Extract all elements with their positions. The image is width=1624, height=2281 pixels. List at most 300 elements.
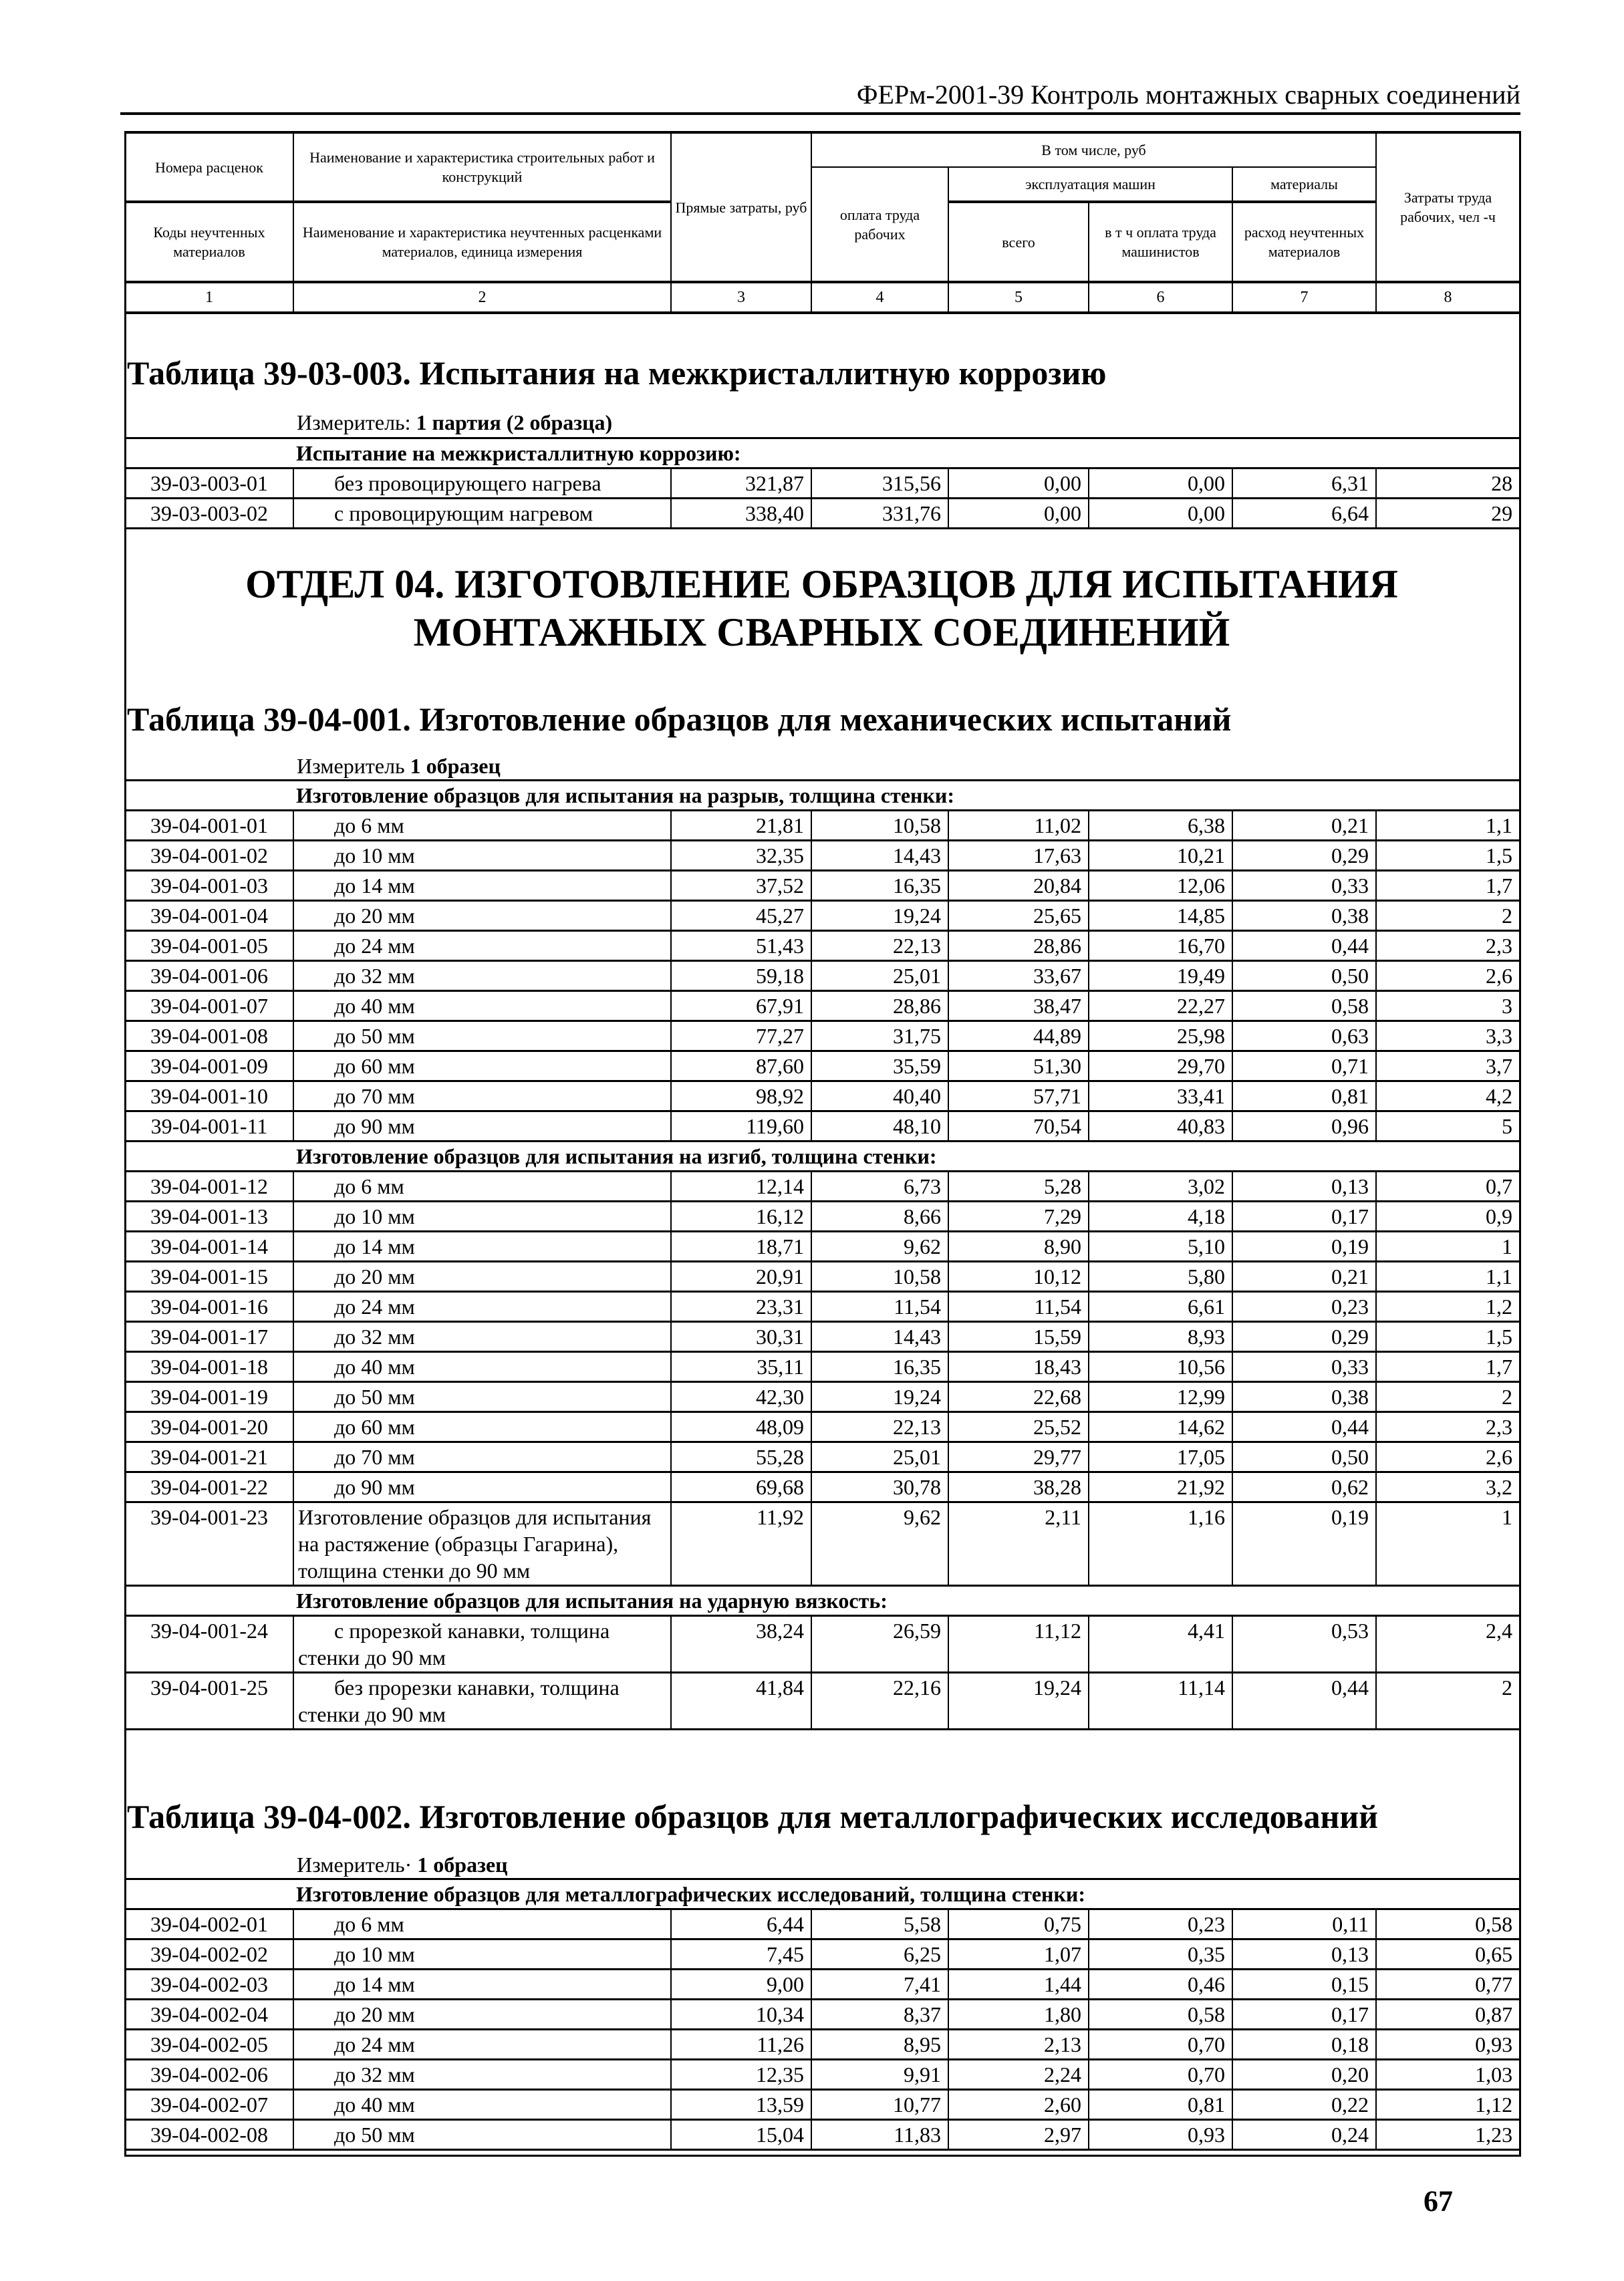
work-name: до 90 мм <box>293 1472 671 1502</box>
table-row <box>125 2030 1520 2060</box>
meter-value: 1 образец <box>410 754 501 778</box>
work-name: до 70 мм <box>293 1081 671 1111</box>
page-number: 67 <box>1424 2185 1453 2218</box>
section-subheader <box>125 438 1520 468</box>
machinist-pay: 0,70 <box>1089 2030 1232 2060</box>
machinist-pay: 10,21 <box>1089 841 1232 871</box>
table-row <box>125 1352 1520 1382</box>
worker-pay: 19,24 <box>811 1382 948 1412</box>
machines-total: 44,89 <box>948 1021 1089 1051</box>
worker-pay: 35,59 <box>811 1051 948 1081</box>
section-subheader <box>125 1879 1520 1909</box>
worker-pay: 14,43 <box>811 1322 948 1352</box>
worker-pay: 5,58 <box>811 1909 948 1939</box>
table-title-39-04-002: Таблица 39-04-002. Изготовление образцов для металлографических исследований <box>127 1798 1378 1835</box>
materials: 0,50 <box>1232 961 1376 991</box>
worker-pay: 19,24 <box>811 901 948 931</box>
labor-hours: 3 <box>1376 991 1520 1021</box>
labor-hours: 1 <box>1376 1502 1520 1586</box>
machines-total: 2,24 <box>948 2060 1089 2090</box>
materials: 0,19 <box>1232 1502 1376 1586</box>
worker-pay: 11,83 <box>811 2120 948 2150</box>
machines-total: 2,11 <box>948 1502 1089 1586</box>
table-row <box>125 2120 1520 2150</box>
header-machines-group: эксплуатация машин <box>948 167 1232 202</box>
materials: 0,17 <box>1232 1202 1376 1232</box>
labor-hours: 2 <box>1376 901 1520 931</box>
machines-total: 22,68 <box>948 1382 1089 1412</box>
machinist-pay: 12,99 <box>1089 1382 1232 1412</box>
machinist-pay: 0,23 <box>1089 1909 1232 1939</box>
direct-costs: 23,31 <box>671 1292 811 1322</box>
header-direct-costs: Прямые затраты, руб <box>671 132 811 282</box>
machinist-pay: 0,46 <box>1089 1970 1232 2000</box>
worker-pay: 11,54 <box>811 1292 948 1322</box>
table-row <box>125 961 1520 991</box>
table-row <box>125 2000 1520 2030</box>
column-number: 2 <box>293 282 671 313</box>
table-row <box>125 1021 1520 1051</box>
direct-costs: 13,59 <box>671 2090 811 2120</box>
materials: 0,21 <box>1232 1262 1376 1292</box>
machinist-pay: 6,61 <box>1089 1292 1232 1322</box>
table-row <box>125 1970 1520 2000</box>
direct-costs: 7,45 <box>671 1939 811 1970</box>
work-name: до 60 мм <box>293 1051 671 1081</box>
meter-value: 1 образец <box>417 1853 508 1877</box>
machinist-pay: 40,83 <box>1089 1111 1232 1142</box>
table-row <box>125 1382 1520 1412</box>
machinist-pay: 5,10 <box>1089 1232 1232 1262</box>
materials: 0,44 <box>1232 1412 1376 1442</box>
meter-value: 1 партия (2 образца) <box>416 410 613 434</box>
table-39-03-003 <box>124 437 1520 529</box>
machines-total: 1,44 <box>948 1970 1089 2000</box>
table-row <box>125 1262 1520 1292</box>
machinist-pay: 4,18 <box>1089 1202 1232 1232</box>
labor-hours: 0,58 <box>1376 1909 1520 1939</box>
section-subheader-text: Изготовление образцов для металлографических исследований, толщина стенки: <box>125 1879 1520 1909</box>
work-name: до 90 мм <box>293 1111 671 1142</box>
table-row <box>125 901 1520 931</box>
work-name: до 70 мм <box>293 1442 671 1472</box>
work-name: до 14 мм <box>293 871 671 901</box>
machines-total: 57,71 <box>948 1081 1089 1111</box>
materials: 0,11 <box>1232 1909 1376 1939</box>
materials: 0,20 <box>1232 2060 1376 2090</box>
worker-pay: 30,78 <box>811 1472 948 1502</box>
rate-code: 39-04-001-20 <box>125 1412 293 1442</box>
machines-total: 0,75 <box>948 1909 1089 1939</box>
work-name: с провоцирующим нагревом <box>293 499 671 529</box>
labor-hours: 1,5 <box>1376 841 1520 871</box>
labor-hours: 2,6 <box>1376 961 1520 991</box>
materials: 0,63 <box>1232 1021 1376 1051</box>
table-row <box>125 499 1520 529</box>
direct-costs: 42,30 <box>671 1382 811 1412</box>
rate-code: 39-04-002-08 <box>125 2120 293 2150</box>
table-row <box>125 811 1520 841</box>
machinist-pay: 33,41 <box>1089 1081 1232 1111</box>
machinist-pay: 0,70 <box>1089 2060 1232 2090</box>
direct-costs: 16,12 <box>671 1202 811 1232</box>
column-number: 6 <box>1089 282 1232 313</box>
worker-pay: 8,37 <box>811 2000 948 2030</box>
table-row <box>125 1909 1520 1939</box>
machinist-pay: 21,92 <box>1089 1472 1232 1502</box>
labor-hours: 1,1 <box>1376 811 1520 841</box>
machines-total: 2,13 <box>948 2030 1089 2060</box>
column-number: 7 <box>1232 282 1376 313</box>
machines-total: 25,65 <box>948 901 1089 931</box>
machines-total: 10,12 <box>948 1262 1089 1292</box>
work-name: без провоцирующего нагрева <box>293 468 671 499</box>
machinist-pay: 0,93 <box>1089 2120 1232 2150</box>
section-subheader-text: Изготовление образцов для испытания на разрыв, толщина стенки: <box>125 781 1520 811</box>
work-name: с прорезкой канавки, толщина стенки до 90 мм <box>293 1616 671 1673</box>
machinist-pay: 0,00 <box>1089 468 1232 499</box>
worker-pay: 25,01 <box>811 1442 948 1472</box>
table-row <box>125 991 1520 1021</box>
worker-pay: 9,91 <box>811 2060 948 2090</box>
rate-code: 39-04-001-22 <box>125 1472 293 1502</box>
worker-pay: 26,59 <box>811 1616 948 1673</box>
direct-costs: 45,27 <box>671 901 811 931</box>
direct-costs: 41,84 <box>671 1673 811 1730</box>
rate-code: 39-04-001-05 <box>125 931 293 961</box>
labor-hours: 4,2 <box>1376 1081 1520 1111</box>
rate-code: 39-04-002-05 <box>125 2030 293 2060</box>
rate-code: 39-04-001-17 <box>125 1322 293 1352</box>
work-name: до 14 мм <box>293 1232 671 1262</box>
labor-hours: 5 <box>1376 1111 1520 1142</box>
rate-code: 39-04-001-12 <box>125 1172 293 1202</box>
direct-costs: 30,31 <box>671 1322 811 1352</box>
machinist-pay: 14,85 <box>1089 901 1232 931</box>
direct-costs: 67,91 <box>671 991 811 1021</box>
materials: 0,29 <box>1232 1322 1376 1352</box>
work-name: до 14 мм <box>293 1970 671 2000</box>
labor-hours: 2 <box>1376 1382 1520 1412</box>
machines-total: 2,97 <box>948 2120 1089 2150</box>
labor-hours: 3,7 <box>1376 1051 1520 1081</box>
direct-costs: 11,92 <box>671 1502 811 1586</box>
labor-hours: 1,23 <box>1376 2120 1520 2150</box>
rate-code: 39-04-001-10 <box>125 1081 293 1111</box>
work-name: до 50 мм <box>293 1021 671 1051</box>
table-row <box>125 871 1520 901</box>
rate-code: 39-04-002-02 <box>125 1939 293 1970</box>
labor-hours: 29 <box>1376 499 1520 529</box>
worker-pay: 14,43 <box>811 841 948 871</box>
rate-code: 39-04-001-08 <box>125 1021 293 1051</box>
materials: 0,33 <box>1232 1352 1376 1382</box>
rate-code: 39-04-001-06 <box>125 961 293 991</box>
labor-hours: 2,4 <box>1376 1616 1520 1673</box>
rate-code: 39-04-001-15 <box>125 1262 293 1292</box>
machinist-pay: 29,70 <box>1089 1051 1232 1081</box>
table-row <box>125 2090 1520 2120</box>
machines-total: 38,28 <box>948 1472 1089 1502</box>
direct-costs: 15,04 <box>671 2120 811 2150</box>
labor-hours: 1,7 <box>1376 871 1520 901</box>
table-row <box>125 1502 1520 1586</box>
direct-costs: 119,60 <box>671 1111 811 1142</box>
materials: 0,17 <box>1232 2000 1376 2030</box>
rate-code: 39-04-001-09 <box>125 1051 293 1081</box>
machinist-pay: 19,49 <box>1089 961 1232 991</box>
machinist-pay: 0,58 <box>1089 2000 1232 2030</box>
materials: 0,15 <box>1232 1970 1376 2000</box>
column-number: 4 <box>811 282 948 313</box>
materials: 0,38 <box>1232 901 1376 931</box>
materials: 0,44 <box>1232 931 1376 961</box>
machines-total: 17,63 <box>948 841 1089 871</box>
rate-code: 39-03-003-01 <box>125 468 293 499</box>
direct-costs: 98,92 <box>671 1081 811 1111</box>
materials: 0,21 <box>1232 811 1376 841</box>
work-name: до 50 мм <box>293 1382 671 1412</box>
worker-pay: 6,73 <box>811 1172 948 1202</box>
rate-code: 39-04-002-07 <box>125 2090 293 2120</box>
direct-costs: 20,91 <box>671 1262 811 1292</box>
section-subheader-text: Испытание на межкристаллитную коррозию: <box>125 438 1520 468</box>
machines-total: 11,02 <box>948 811 1089 841</box>
header-machinist-pay: в т ч оплата труда машинистов <box>1089 202 1232 282</box>
materials: 0,71 <box>1232 1051 1376 1081</box>
machines-total: 19,24 <box>948 1673 1089 1730</box>
machinist-pay: 22,27 <box>1089 991 1232 1021</box>
direct-costs: 11,26 <box>671 2030 811 2060</box>
machines-total: 25,52 <box>948 1412 1089 1442</box>
work-name: до 40 мм <box>293 2090 671 2120</box>
header-unaccounted-materials: расход неучтенных материалов <box>1232 202 1376 282</box>
labor-hours: 3,3 <box>1376 1021 1520 1051</box>
worker-pay: 16,35 <box>811 1352 948 1382</box>
page-header: ФЕРм-2001-39 Контроль монтажных сварных соединений <box>120 79 1520 115</box>
labor-hours: 2,3 <box>1376 1412 1520 1442</box>
header-labor-hours: Затраты труда рабочих, чел -ч <box>1376 132 1520 282</box>
labor-hours: 1,1 <box>1376 1262 1520 1292</box>
machinist-pay: 16,70 <box>1089 931 1232 961</box>
section-subheader <box>125 1586 1520 1616</box>
machinist-pay: 12,06 <box>1089 871 1232 901</box>
table-row <box>125 1412 1520 1442</box>
materials: 0,50 <box>1232 1442 1376 1472</box>
materials: 0,29 <box>1232 841 1376 871</box>
work-name: до 10 мм <box>293 1202 671 1232</box>
materials: 0,58 <box>1232 991 1376 1021</box>
materials: 0,19 <box>1232 1232 1376 1262</box>
direct-costs: 21,81 <box>671 811 811 841</box>
worker-pay: 9,62 <box>811 1502 948 1586</box>
direct-costs: 321,87 <box>671 468 811 499</box>
machines-total: 8,90 <box>948 1232 1089 1262</box>
direct-costs: 87,60 <box>671 1051 811 1081</box>
rate-code: 39-04-002-06 <box>125 2060 293 2090</box>
worker-pay: 22,16 <box>811 1673 948 1730</box>
materials: 0,13 <box>1232 1172 1376 1202</box>
machinist-pay: 10,56 <box>1089 1352 1232 1382</box>
work-name: до 20 мм <box>293 2000 671 2030</box>
rate-code: 39-04-001-11 <box>125 1111 293 1142</box>
rate-code: 39-04-002-01 <box>125 1909 293 1939</box>
table-row <box>125 1202 1520 1232</box>
labor-hours: 2,6 <box>1376 1442 1520 1472</box>
header-materials-group: материалы <box>1232 167 1376 202</box>
table-row <box>125 1673 1520 1730</box>
machines-total: 33,67 <box>948 961 1089 991</box>
header-worker-pay: оплата труда рабочих <box>811 167 948 282</box>
machines-total: 20,84 <box>948 871 1089 901</box>
worker-pay: 48,10 <box>811 1111 948 1142</box>
machinist-pay: 0,00 <box>1089 499 1232 529</box>
table-row <box>125 931 1520 961</box>
work-name: до 20 мм <box>293 1262 671 1292</box>
rate-code: 39-04-001-21 <box>125 1442 293 1472</box>
direct-costs: 6,44 <box>671 1909 811 1939</box>
table-row <box>125 1616 1520 1673</box>
materials: 0,13 <box>1232 1939 1376 1970</box>
header-material-names: Наименование и характеристика неучтенных расценками материалов, единица измерения <box>293 202 671 282</box>
machines-total: 2,60 <box>948 2090 1089 2120</box>
machines-total: 38,47 <box>948 991 1089 1021</box>
direct-costs: 10,34 <box>671 2000 811 2030</box>
direct-costs: 48,09 <box>671 1412 811 1442</box>
worker-pay: 10,58 <box>811 1262 948 1292</box>
direct-costs: 18,71 <box>671 1232 811 1262</box>
column-header-table <box>124 131 1520 314</box>
machinist-pay: 11,14 <box>1089 1673 1232 1730</box>
direct-costs: 51,43 <box>671 931 811 961</box>
machinist-pay: 25,98 <box>1089 1021 1232 1051</box>
work-name: до 6 мм <box>293 1172 671 1202</box>
table-row <box>125 841 1520 871</box>
machinist-pay: 8,93 <box>1089 1322 1232 1352</box>
work-name: до 40 мм <box>293 991 671 1021</box>
materials: 0,81 <box>1232 1081 1376 1111</box>
machines-total: 5,28 <box>948 1172 1089 1202</box>
work-name: до 50 мм <box>293 2120 671 2150</box>
rate-code: 39-03-003-02 <box>125 499 293 529</box>
direct-costs: 12,35 <box>671 2060 811 2090</box>
meter-39-03-003 <box>297 409 612 436</box>
worker-pay: 9,62 <box>811 1232 948 1262</box>
rate-code: 39-04-001-25 <box>125 1673 293 1730</box>
labor-hours: 1,2 <box>1376 1292 1520 1322</box>
machines-total: 70,54 <box>948 1111 1089 1142</box>
work-name: до 10 мм <box>293 841 671 871</box>
labor-hours: 0,7 <box>1376 1172 1520 1202</box>
worker-pay: 6,25 <box>811 1939 948 1970</box>
machinist-pay: 14,62 <box>1089 1412 1232 1442</box>
header-machines-total: всего <box>948 202 1089 282</box>
rate-code: 39-04-001-18 <box>125 1352 293 1382</box>
header-material-codes: Коды неучтенных материалов <box>125 202 293 282</box>
machines-total: 18,43 <box>948 1352 1089 1382</box>
rate-code: 39-04-001-04 <box>125 901 293 931</box>
materials: 0,23 <box>1232 1292 1376 1322</box>
rate-code: 39-04-002-03 <box>125 1970 293 2000</box>
worker-pay: 331,76 <box>811 499 948 529</box>
table-row <box>125 1051 1520 1081</box>
direct-costs: 12,14 <box>671 1172 811 1202</box>
department-heading-line1: ОТДЕЛ 04. ИЗГОТОВЛЕНИЕ ОБРАЗЦОВ ДЛЯ ИСПЫТАНИЯ <box>245 562 1398 606</box>
worker-pay: 40,40 <box>811 1081 948 1111</box>
labor-hours: 1,12 <box>1376 2090 1520 2120</box>
machinist-pay: 17,05 <box>1089 1442 1232 1472</box>
header-including-group: В том числе, руб <box>811 132 1376 167</box>
worker-pay: 25,01 <box>811 961 948 991</box>
work-name: до 6 мм <box>293 811 671 841</box>
machines-total: 0,00 <box>948 499 1089 529</box>
worker-pay: 315,56 <box>811 468 948 499</box>
labor-hours: 0,65 <box>1376 1939 1520 1970</box>
worker-pay: 7,41 <box>811 1970 948 2000</box>
department-heading-line2: МОНТАЖНЫХ СВАРНЫХ СОЕДИНЕНИЙ <box>413 610 1230 654</box>
worker-pay: 10,77 <box>811 2090 948 2120</box>
machines-total: 1,80 <box>948 2000 1089 2030</box>
work-name: до 40 мм <box>293 1352 671 1382</box>
direct-costs: 69,68 <box>671 1472 811 1502</box>
worker-pay: 22,13 <box>811 931 948 961</box>
rate-code: 39-04-001-14 <box>125 1232 293 1262</box>
table-row <box>125 2060 1520 2090</box>
labor-hours: 0,9 <box>1376 1202 1520 1232</box>
meter-label: Измеритель· <box>297 1853 412 1877</box>
meter-label: Измеритель <box>297 754 405 778</box>
table-row <box>125 1322 1520 1352</box>
table-title-39-04-001: Таблица 39-04-001. Изготовление образцов для механических испытаний <box>127 700 1232 738</box>
rate-code: 39-04-001-01 <box>125 811 293 841</box>
column-number: 3 <box>671 282 811 313</box>
work-name: до 20 мм <box>293 901 671 931</box>
machines-total: 11,12 <box>948 1616 1089 1673</box>
materials: 0,44 <box>1232 1673 1376 1730</box>
rate-code: 39-04-002-04 <box>125 2000 293 2030</box>
table-39-04-002 <box>124 1878 1520 2151</box>
work-name: до 6 мм <box>293 1909 671 1939</box>
worker-pay: 8,95 <box>811 2030 948 2060</box>
labor-hours: 1,5 <box>1376 1322 1520 1352</box>
table-row <box>125 1111 1520 1142</box>
work-name: до 24 мм <box>293 1292 671 1322</box>
worker-pay: 22,13 <box>811 1412 948 1442</box>
machines-total: 0,00 <box>948 468 1089 499</box>
rate-code: 39-04-001-13 <box>125 1202 293 1232</box>
machines-total: 29,77 <box>948 1442 1089 1472</box>
materials: 0,24 <box>1232 2120 1376 2150</box>
work-name: до 60 мм <box>293 1412 671 1442</box>
direct-costs: 35,11 <box>671 1352 811 1382</box>
table-title-39-03-003: Таблица 39-03-003. Испытания на межкристаллитную коррозию <box>127 354 1107 392</box>
materials: 0,62 <box>1232 1472 1376 1502</box>
materials: 0,22 <box>1232 2090 1376 2120</box>
rate-code: 39-04-001-16 <box>125 1292 293 1322</box>
machinist-pay: 0,35 <box>1089 1939 1232 1970</box>
direct-costs: 77,27 <box>671 1021 811 1051</box>
rate-code: 39-04-001-03 <box>125 871 293 901</box>
machines-total: 28,86 <box>948 931 1089 961</box>
work-name: до 24 мм <box>293 2030 671 2060</box>
materials: 6,31 <box>1232 468 1376 499</box>
worker-pay: 31,75 <box>811 1021 948 1051</box>
labor-hours: 0,87 <box>1376 2000 1520 2030</box>
section-subheader-text: Изготовление образцов для испытания на ударную вязкость: <box>125 1586 1520 1616</box>
section-subheader <box>125 781 1520 811</box>
direct-costs: 37,52 <box>671 871 811 901</box>
labor-hours: 1 <box>1376 1232 1520 1262</box>
